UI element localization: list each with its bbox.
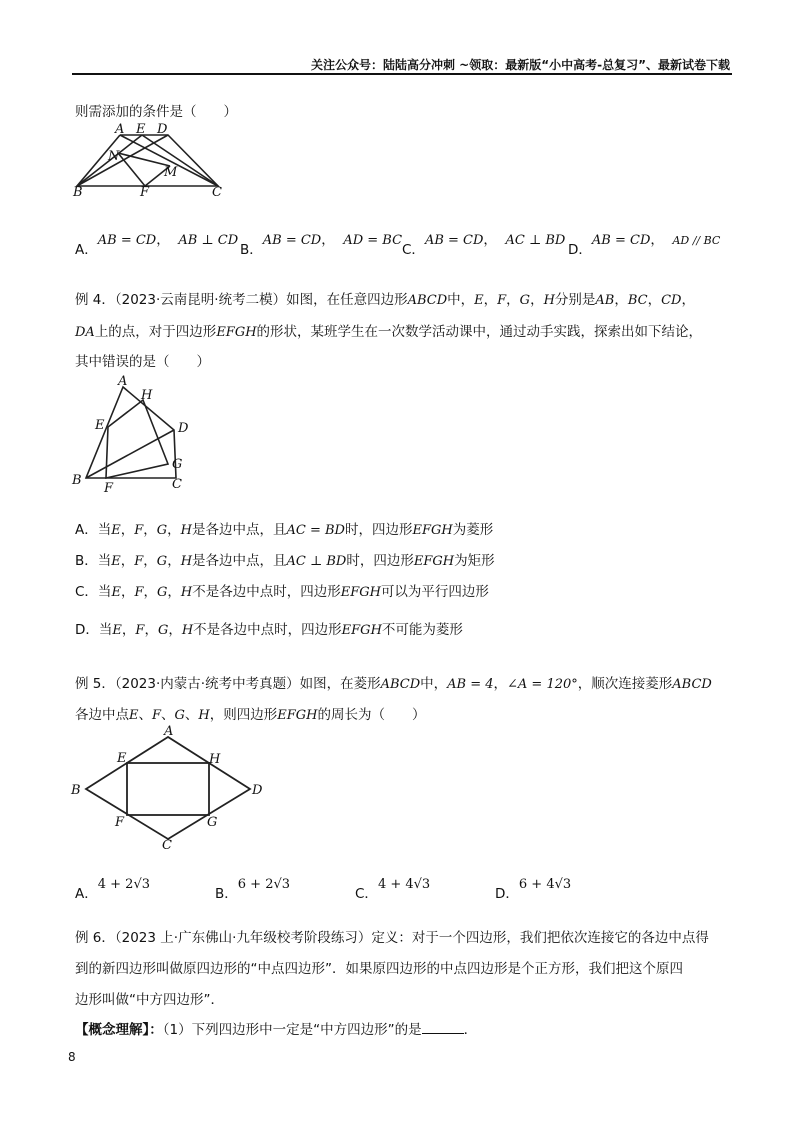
q3-option-d: D．AB = CD， AD // BC — [568, 232, 721, 258]
q6-concept: 【概念理解】：（1）下列四边形中一定是“中方四边形”的是 ． — [75, 1022, 478, 1038]
q3-figure — [70, 118, 230, 198]
fig5-label-a: A — [164, 724, 174, 739]
fig5-label-e: E — [117, 751, 127, 766]
fig5-label-f: F — [115, 815, 125, 830]
fig3-label-e: E — [136, 122, 146, 137]
q3-option-c: C．AB = CD， AC ⊥ BD — [402, 232, 566, 258]
fig4-label-e: E — [95, 418, 105, 433]
fig4-label-a: A — [118, 374, 128, 389]
answer-blank[interactable] — [422, 1021, 464, 1034]
fig4-label-f: F — [104, 481, 114, 496]
page-number: 8 — [68, 1050, 76, 1064]
fig4-label-b: B — [72, 473, 82, 488]
fig5-label-g: G — [207, 815, 218, 830]
q4-option-d: D．当E，F，G，H不是各边中点时，四边形EFGH不可能为菱形 — [75, 622, 463, 638]
q5-line2: 各边中点E、F、G、H，则四边形EFGH的周长为（ ） — [75, 707, 426, 723]
fig4-label-h: H — [141, 388, 153, 403]
fig5-label-c: C — [162, 838, 172, 853]
page-header: 关注公众号：陆陆高分冲刺 ~领取：最新版“小中高考-总复习”、最新试卷下载 — [311, 58, 730, 72]
q6-line2: 到的新四边形叫做原四边形的“中点四边形”．如果原四边形的中点四边形是个正方形，我们把这个原四 — [75, 961, 683, 977]
fig3-label-m: M — [164, 165, 178, 180]
fig3-label-a: A — [115, 122, 125, 137]
q4-option-c: C．当E，F，G，H不是各边中点时，四边形EFGH可以为平行四边形 — [75, 584, 489, 600]
q4-line1: 例 4．（2023·云南昆明·统考二模）如图，在任意四边形ABCD中，E，F，G，H分别是AB，BC，CD， — [75, 292, 695, 308]
q5-option-d: D．6 + 4√3 — [495, 877, 572, 902]
header-divider — [72, 73, 732, 75]
q3-option-a: A．AB = CD， AB ⊥ CD — [75, 232, 239, 258]
q3-option-b: B．AB = CD， AD = BC — [240, 232, 403, 258]
fig5-label-h: H — [209, 752, 221, 767]
q4-figure — [68, 372, 198, 497]
q4-option-a: A．当E，F，G，H是各边中点，且AC = BD时，四边形EFGH为菱形 — [75, 522, 494, 538]
fig3-label-n: N — [108, 149, 120, 164]
fig4-label-g: G — [172, 457, 183, 472]
q5-line1: 例 5．（2023·内蒙古·统考中考真题）如图，在菱形ABCD中，AB = 4，∠A = 120°，顺次连接菱形ABCD — [75, 676, 712, 692]
fig5-label-d: D — [252, 783, 263, 798]
q4-option-b: B．当E，F，G，H是各边中点，且AC ⊥ BD时，四边形EFGH为矩形 — [75, 553, 495, 569]
q5-figure — [68, 724, 273, 854]
q5-option-b: B．6 + 2√3 — [215, 877, 291, 902]
fig3-label-d: D — [157, 122, 168, 137]
fig3-label-c: C — [212, 185, 222, 198]
q5-option-c: C．4 + 4√3 — [355, 877, 431, 902]
fig5-label-b: B — [71, 783, 81, 798]
q4-line3: 其中错误的是（ ） — [75, 354, 210, 370]
fig4-label-d: D — [178, 421, 189, 436]
q6-line1: 例 6．（2023 上·广东佛山·九年级校考阶段练习）定义：对于一个四边形，我们把依次连接它的各边中点得 — [75, 930, 709, 946]
q3-stem: 则需添加的条件是（ ） — [75, 104, 237, 120]
q5-option-a: A．4 + 2√3 — [75, 877, 151, 902]
q4-line2: DA上的点，对于四边形EFGH的形状，某班学生在一次数学活动课中，通过动手实践，探索出如下结论， — [75, 324, 703, 340]
fig3-label-b: B — [73, 185, 83, 198]
fig3-label-f: F — [140, 185, 150, 198]
q6-line3: 边形叫做“中方四边形”． — [75, 992, 224, 1008]
fig4-label-c: C — [172, 477, 182, 492]
